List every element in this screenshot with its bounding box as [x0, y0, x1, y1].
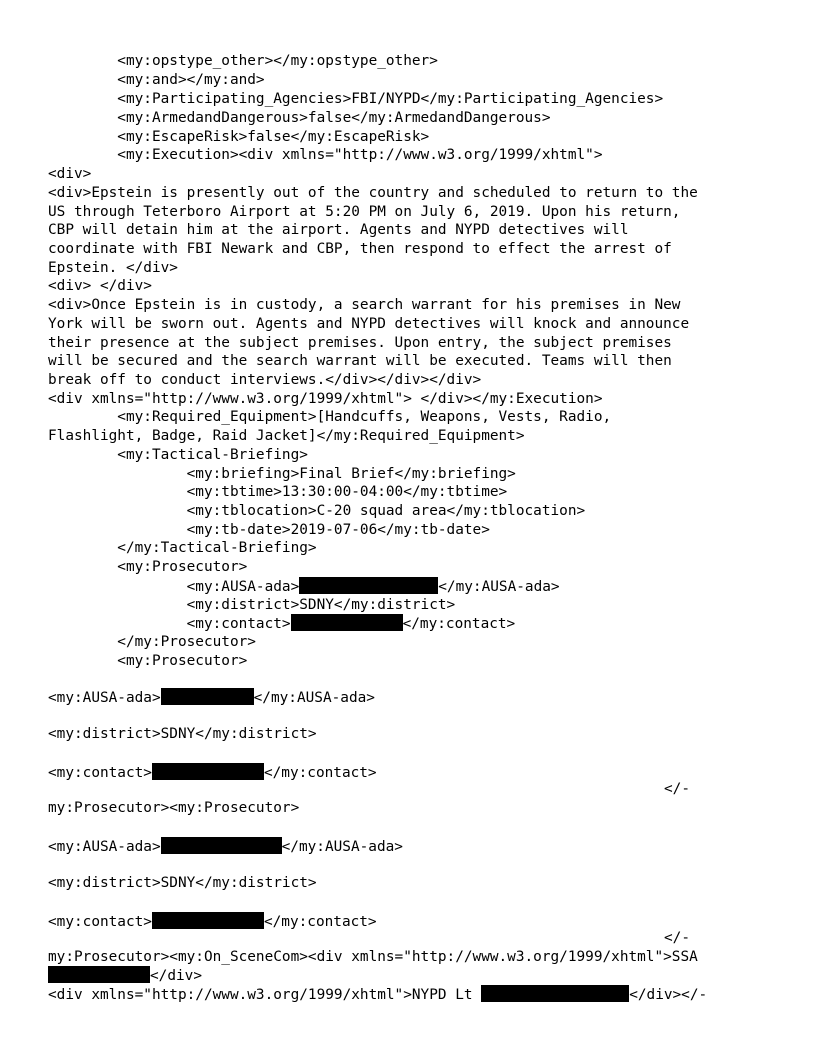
code-line: <my:Tactical-Briefing>	[48, 447, 308, 463]
code-line: <my:Execution><div xmlns="http://www.w3.org/1999/xhtml">	[48, 147, 603, 163]
ssa-name-line	[48, 966, 202, 984]
ausa-close-tag: </my:AUSA-ada>	[281, 839, 403, 855]
redaction-box	[481, 985, 629, 1002]
on-scene-commander-line: my:Prosecutor><my:On_SceneCom><div xmlns="http://www.w3.org/1999/xhtml">SSA	[48, 949, 698, 965]
code-line: will be secured and the search warrant will be executed. Teams will then	[48, 353, 672, 369]
code-line: <div xmlns="http://www.w3.org/1999/xhtml"> </div></my:Execution>	[48, 391, 603, 407]
code-line: <div>Once Epstein is in custody, a search warrant for his premises in New	[48, 297, 681, 313]
contact-close-tag: </my:contact>	[263, 765, 377, 781]
contact-open-tag: <my:contact>	[48, 616, 291, 632]
prosecutor-district-line: <my:district>SDNY</my:district>	[48, 726, 317, 742]
contact-open-tag: <my:contact>	[48, 765, 152, 781]
ausa-open-tag: <my:AUSA-ada>	[48, 690, 161, 706]
code-line: <my:briefing>Final Brief</my:briefing>	[48, 466, 516, 482]
redaction-box	[161, 688, 254, 705]
redaction-box	[291, 614, 403, 631]
nypd-close-tag: </div></-	[629, 987, 708, 1003]
redaction-box	[152, 912, 264, 929]
nypd-lt-line	[48, 985, 707, 1003]
code-line: <my:ArmedandDangerous>false</my:ArmedandDangerous>	[48, 110, 551, 126]
code-line: <my:and></my:and>	[48, 72, 265, 88]
code-line: <my:tbtime>13:30:00-04:00</my:tbtime>	[48, 484, 508, 500]
ausa-close-tag: </my:AUSA-ada>	[253, 690, 375, 706]
code-line: <div> </div>	[48, 278, 152, 294]
code-line: <my:tb-date>2019-07-06</my:tb-date>	[48, 522, 490, 538]
nypd-open-text: <div xmlns="http://www.w3.org/1999/xhtml">NYPD Lt	[48, 987, 482, 1003]
code-line: CBP will detain him at the airport. Agents and NYPD detectives will	[48, 222, 629, 238]
code-line: US through Teterboro Airport at 5:20 PM on July 6, 2019. Upon his return,	[48, 204, 681, 220]
contact-close-tag: </my:contact>	[402, 616, 516, 632]
prosecutor-contact-line	[48, 763, 377, 781]
prosecutor-contact-line	[48, 614, 515, 632]
redaction-box	[152, 763, 264, 780]
prosecutor-district-line: <my:district>SDNY</my:district>	[48, 597, 456, 613]
contact-open-tag: <my:contact>	[48, 914, 152, 930]
prosecutor-ausa-line	[48, 688, 375, 706]
code-line: <my:Participating_Agencies>FBI/NYPD</my:Participating_Agencies>	[48, 91, 664, 107]
wrap-end-fragment: </-	[664, 781, 690, 797]
redaction-box	[161, 837, 282, 854]
redaction-box	[48, 966, 150, 983]
code-line: <my:EscapeRisk>false</my:EscapeRisk>	[48, 129, 430, 145]
prosecutor-ausa-line	[48, 837, 403, 855]
prosecutor-contact-line	[48, 912, 377, 930]
code-line: <my:Prosecutor>	[48, 559, 248, 575]
redaction-box	[299, 577, 438, 594]
code-line: Epstein. </div>	[48, 260, 178, 276]
contact-close-tag: </my:contact>	[263, 914, 377, 930]
ausa-open-tag: <my:AUSA-ada>	[48, 579, 300, 595]
prosecutor-wrap-line: my:Prosecutor><my:Prosecutor>	[48, 800, 300, 816]
prosecutor-ausa-line	[48, 577, 560, 595]
prosecutor-close-line: </my:Prosecutor>	[48, 634, 256, 650]
ssa-close-tag: </div>	[150, 968, 202, 984]
wrap-end-fragment: </-	[664, 930, 690, 946]
code-line: <div>Epstein is presently out of the country and scheduled to return to the	[48, 185, 698, 201]
prosecutor-district-line: <my:district>SDNY</my:district>	[48, 875, 317, 891]
code-line: <my:Required_Equipment>[Handcuffs, Weapons, Vests, Radio,	[48, 409, 612, 425]
ausa-close-tag: </my:AUSA-ada>	[438, 579, 560, 595]
code-line: <my:tblocation>C-20 squad area</my:tblocation>	[48, 503, 586, 519]
code-line: <div>	[48, 166, 92, 182]
prosecutor-open-line: <my:Prosecutor>	[48, 653, 248, 669]
code-line: their presence at the subject premises. Upon entry, the subject premises	[48, 335, 672, 351]
code-line: break off to conduct interviews.</div></div></div>	[48, 372, 482, 388]
code-line: <my:opstype_other></my:opstype_other>	[48, 53, 438, 69]
code-line: coordinate with FBI Newark and CBP, then respond to effect the arrest of	[48, 241, 672, 257]
code-line: </my:Tactical-Briefing>	[48, 540, 317, 556]
code-line: Flashlight, Badge, Raid Jacket]</my:Required_Equipment>	[48, 428, 525, 444]
ausa-open-tag: <my:AUSA-ada>	[48, 839, 161, 855]
code-line: York will be sworn out. Agents and NYPD detectives will knock and announce	[48, 316, 690, 332]
